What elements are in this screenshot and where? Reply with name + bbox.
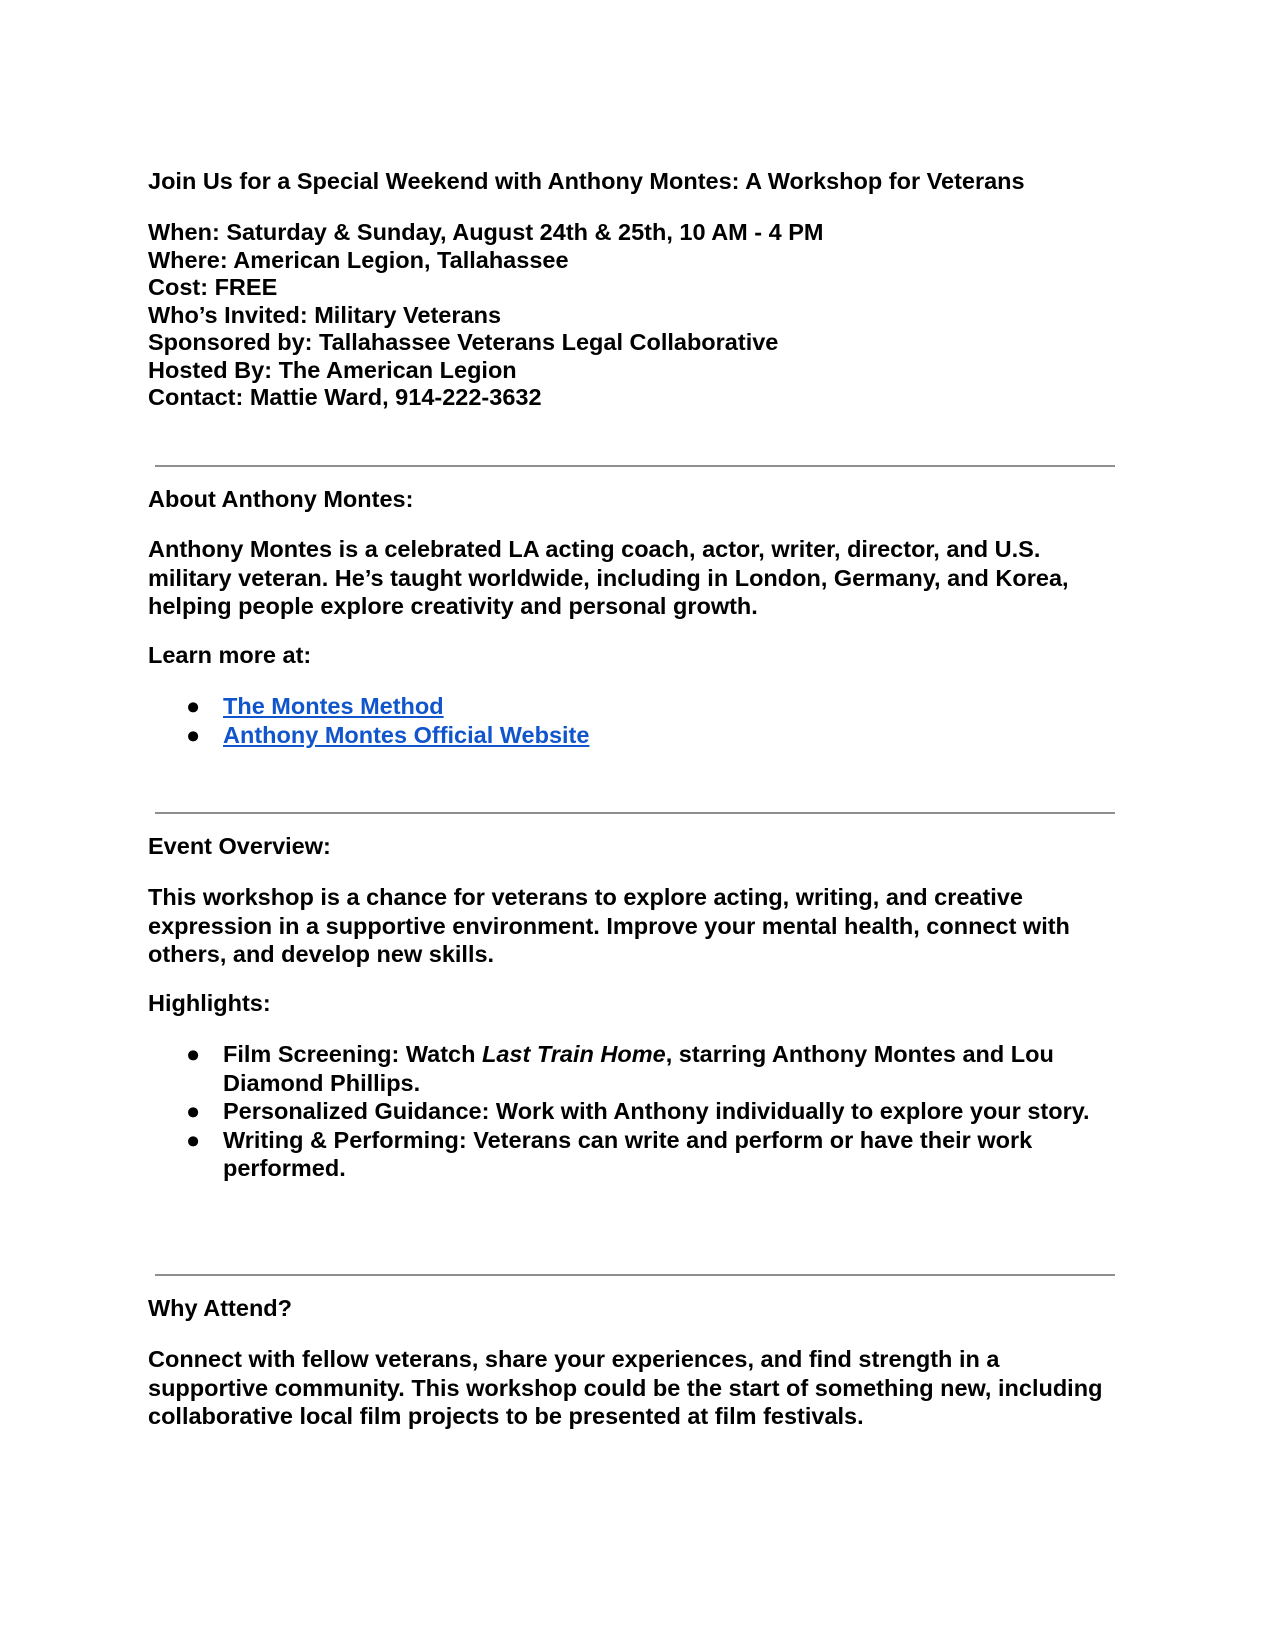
links-list <box>148 692 1133 749</box>
event-invited: Who’s Invited: Military Veterans <box>148 301 502 328</box>
about-paragraph: Anthony Montes is a celebrated LA acting coach, actor, writer, director, and U.S. military veteran. He’s taught worldwide, including in London, Germany, and Korea, helping people explore creativity and personal growth. <box>148 536 1069 619</box>
bullet-icon: ● <box>186 1098 201 1124</box>
event-host: Hosted By: The American Legion <box>148 356 517 383</box>
why-paragraph: Connect with fellow veterans, share your experiences, and find strength in a supportive community. This workshop could be the start of something new, including collaborative local film projects to be presented at film festivals. <box>148 1346 1103 1429</box>
horizontal-divider <box>155 465 1115 467</box>
event-when: When: Saturday & Sunday, August 24th & 25th, 10 AM - 4 PM <box>148 219 824 245</box>
film-title: Last Train Home <box>481 1041 666 1067</box>
highlight-text: Personalized Guidance: Work with Anthony individually to explore your story. <box>223 1098 1090 1124</box>
list-item <box>148 692 1133 721</box>
montes-method-link[interactable]: The Montes Method <box>223 693 444 719</box>
list-item <box>148 1040 1133 1097</box>
page-title: Join Us for a Special Weekend with Anthony Montes: A Workshop for Veterans <box>148 168 1025 194</box>
bullet-icon: ● <box>186 1126 201 1153</box>
bullet-icon: ● <box>186 721 201 748</box>
event-sponsor: Sponsored by: Tallahassee Veterans Legal Collaborative <box>148 329 779 355</box>
highlight-text: Film Screening: Watch <box>223 1041 482 1067</box>
highlight-text: Writing & Performing: Veterans can write and perform or have their work performed. <box>223 1126 1033 1181</box>
event-cost: Cost: FREE <box>148 274 278 300</box>
highlights-heading: Highlights: <box>148 990 271 1016</box>
event-where: Where: American Legion, Tallahassee <box>148 246 569 273</box>
overview-heading: Event Overview: <box>148 833 331 859</box>
about-heading: About Anthony Montes: <box>148 486 414 512</box>
list-item <box>148 721 1133 750</box>
horizontal-divider <box>155 812 1115 814</box>
overview-paragraph: This workshop is a chance for veterans to explore acting, writing, and creative expression in a supportive environment. Improve your mental health, connect with others, and develop new skills. <box>148 884 1070 967</box>
bullet-icon: ● <box>186 1041 201 1067</box>
why-heading: Why Attend? <box>148 1295 293 1321</box>
highlights-list <box>148 1040 1133 1183</box>
highlight-text: , starring Anthony Montes and Lou Diamond Phillips. <box>223 1041 1054 1096</box>
list-item <box>148 1097 1133 1126</box>
official-website-link[interactable]: Anthony Montes Official Website <box>223 721 590 748</box>
list-item <box>148 1126 1133 1183</box>
horizontal-divider <box>155 1274 1115 1276</box>
bullet-icon: ● <box>186 693 201 719</box>
event-contact: Contact: Mattie Ward, 914-222-3632 <box>148 384 542 410</box>
learn-more-label: Learn more at: <box>148 642 312 668</box>
